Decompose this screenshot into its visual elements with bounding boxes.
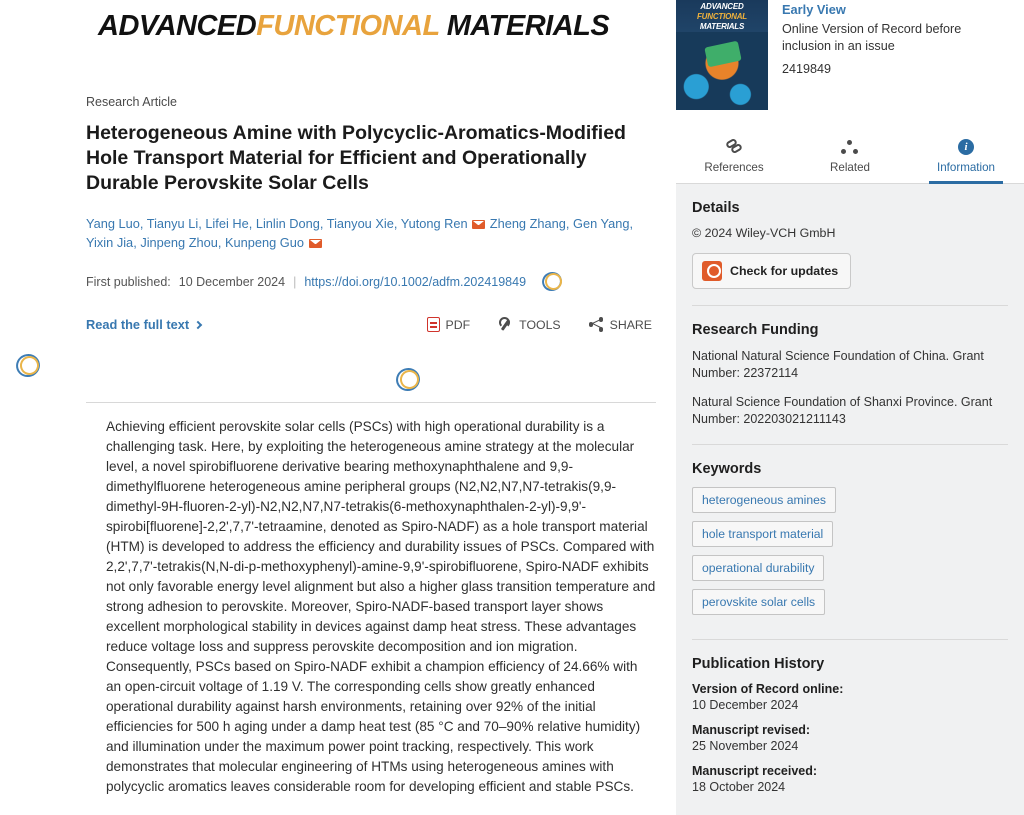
publication-history-item — [692, 682, 1008, 712]
author-link[interactable]: Tianyu Li — [146, 216, 199, 231]
wiley-orb-icon-left — [14, 354, 44, 378]
keywords-heading: Keywords — [692, 461, 762, 477]
tab-information[interactable] — [908, 132, 1024, 183]
journal-logo-functional: FUNCTIONAL — [256, 10, 440, 42]
orb-row — [0, 348, 676, 390]
chevron-right-icon — [194, 320, 202, 328]
share-button[interactable] — [589, 317, 652, 332]
read-full-text-link[interactable] — [86, 317, 201, 332]
publication-history-item — [692, 764, 1008, 794]
early-view-block — [768, 0, 1010, 110]
pdf-button[interactable] — [427, 317, 471, 332]
research-funding-heading: Research Funding — [692, 322, 819, 338]
share-label: SHARE — [609, 317, 652, 332]
author-link[interactable]: Jinpeng Zhou — [140, 235, 218, 250]
link-icon — [676, 138, 792, 156]
share-icon — [589, 317, 604, 332]
check-for-updates-label: Check for updates — [730, 264, 839, 278]
pdf-label: PDF — [445, 317, 471, 332]
issue-cover-block — [676, 0, 1024, 110]
author-link[interactable]: Yixin Jia — [86, 235, 134, 250]
details-heading: Details — [692, 200, 740, 216]
keyword-tag[interactable]: heterogeneous amines — [692, 487, 836, 513]
early-view-description: Online Version of Record before inclusion in an issue — [782, 22, 962, 53]
cover-title: ADVANCED FUNCTIONAL MATERIALS — [697, 2, 747, 31]
tab-information-label: Information — [937, 161, 995, 174]
publication-history-label: Manuscript revised: — [692, 723, 811, 737]
author-link[interactable]: Zheng Zhang — [489, 216, 566, 231]
crossmark-icon — [702, 261, 722, 281]
tab-related[interactable] — [792, 132, 908, 183]
sidebar — [676, 0, 1024, 815]
keywords-section — [692, 445, 1008, 623]
funding-item: Natural Science Foundation of Shanxi Province. Grant Number: 202203021211143 — [692, 395, 993, 426]
tab-references-label: References — [704, 161, 764, 174]
keyword-tag[interactable]: operational durability — [692, 555, 824, 581]
first-published-label: First published: — [86, 274, 171, 289]
article-id: 2419849 — [782, 62, 832, 76]
author-link[interactable]: Kunpeng Guo — [225, 235, 304, 250]
author-link[interactable]: Lifei He — [205, 216, 249, 231]
read-full-text-label: Read the full text — [86, 317, 190, 332]
author-list: Yang Luo, Tianyu Li, Lifei He, Linlin Dong, Tianyou Xie, Yutong Ren Zheng Zhang, Gen Yang, Yixin Jia, Jinpeng Zhou, Kunpeng Guo — [86, 216, 634, 250]
publication-row — [86, 272, 652, 291]
publication-history-value: 10 December 2024 — [692, 698, 799, 712]
corresponding-author-email-icon[interactable] — [472, 220, 485, 229]
publication-history-item — [692, 723, 1008, 753]
info-icon: i — [908, 138, 1024, 156]
check-for-updates-button[interactable] — [692, 253, 851, 289]
tools-label: TOOLS — [519, 317, 561, 332]
tab-related-label: Related — [830, 161, 870, 174]
article-type: Research Article — [86, 95, 178, 109]
early-view-title[interactable]: Early View — [782, 2, 846, 17]
journal-logo — [98, 10, 676, 43]
publication-history-value: 18 October 2024 — [692, 780, 786, 794]
journal-cover-image[interactable] — [676, 0, 768, 110]
publication-history-label: Manuscript received: — [692, 764, 818, 778]
journal-logo-advanced: ADVANCED — [98, 10, 257, 42]
tab-references[interactable] — [676, 132, 792, 183]
tools-button[interactable] — [498, 317, 560, 332]
author-link[interactable]: Yutong Ren — [400, 216, 468, 231]
doi-link[interactable]: https://doi.org/10.1002/adfm.202419849 — [304, 274, 527, 289]
funding-item: National Natural Science Foundation of China. Grant Number: 22372114 — [692, 349, 984, 380]
author-link[interactable]: Yang Luo — [86, 216, 140, 231]
keyword-list — [692, 487, 1008, 623]
wiley-orb-icon — [540, 272, 566, 291]
pdf-icon — [427, 317, 440, 332]
first-published-date: 10 December 2024 — [178, 274, 286, 289]
information-panel — [676, 184, 1024, 815]
publication-history-section — [692, 640, 1008, 794]
author-link[interactable]: Gen Yang — [573, 216, 630, 231]
research-funding-section — [692, 306, 1008, 428]
separator: | — [293, 274, 297, 289]
wiley-orb-icon-center — [394, 368, 424, 392]
wrench-icon — [498, 317, 513, 332]
sidebar-tabs — [676, 132, 1024, 184]
publication-history-value: 25 November 2024 — [692, 739, 799, 753]
action-buttons — [427, 317, 652, 332]
publication-history-heading: Publication History — [692, 656, 825, 672]
page-title: Heterogeneous Amine with Polycyclic-Aromatics-Modified Hole Transport Material for Efficient and Operationally Durable Perovskite Solar Cells — [86, 122, 626, 194]
journal-logo-materials: MATERIALS — [446, 10, 610, 42]
keyword-tag[interactable]: hole transport material — [692, 521, 833, 547]
network-icon — [792, 138, 908, 156]
copyright-text: © 2024 Wiley-VCH GmbH — [692, 226, 836, 240]
publication-history-label: Version of Record online: — [692, 682, 844, 696]
author-link[interactable]: Linlin Dong — [255, 216, 320, 231]
abstract-text: Achieving efficient perovskite solar cells (PSCs) with high operational durability is a challenging task. Here, by exploiting the heterogeneous amine strategy at the molecular level, a novel spirobifluorene derivative bearing methoxynaphthalene and 9,9-dimethylfluorene heterogeneous amine peripheral groups (N2,N2,N7,N7-tetrakis(9,9-dimethyl-9H-fluoren-2-yl)-N2,N2,N7,N7-tetrakis(6-methoxynaphthalen-2-yl)-9,9'-spirobi[fluorene]-2,2',7,7'-tetraamine, denoted as Spiro-NADF) as a hole transport material (HTM) is developed to address the efficiency and durability issues of PSCs. Compared with 2,2',7,7'-tetrakis(N,N-di-p-methoxyphenyl)-amine-9,9'-spirobifluorene, Spiro-NADF exhibits not only favorable energy level alignment but also a higher glass transition temperature and strong adhesion to perovskite. Moreover, Spiro-NADF-based transport layer shows excellent morphological stability in devices against damp heat stress. These advantages reduce voltage loss and suppress perovskite decomposition and ion migration. Consequently, PSCs based on Spiro-NADF exhibit a champion efficiency of 24.66% with an open-circuit voltage of 1.19 V. The corresponding cells show greatly enhanced operational durability against harsh environments, retaining over 92% of the initial efficiencies for 500 h aging under a damp heat test (85 °C and 70–90% relative humidity) and illumination under the maximum power point tracking, respectively. This work demonstrates that molecular engineering of HTMs using heterogeneous amines with polycyclic aromatics leaves considerable room for developing efficient and stable PSCs. — [86, 402, 656, 797]
article-header — [0, 95, 676, 332]
corresponding-author-email-icon[interactable] — [309, 239, 322, 248]
keyword-tag[interactable]: perovskite solar cells — [692, 589, 825, 615]
author-link[interactable]: Tianyou Xie — [326, 216, 394, 231]
article-actions — [86, 317, 652, 332]
